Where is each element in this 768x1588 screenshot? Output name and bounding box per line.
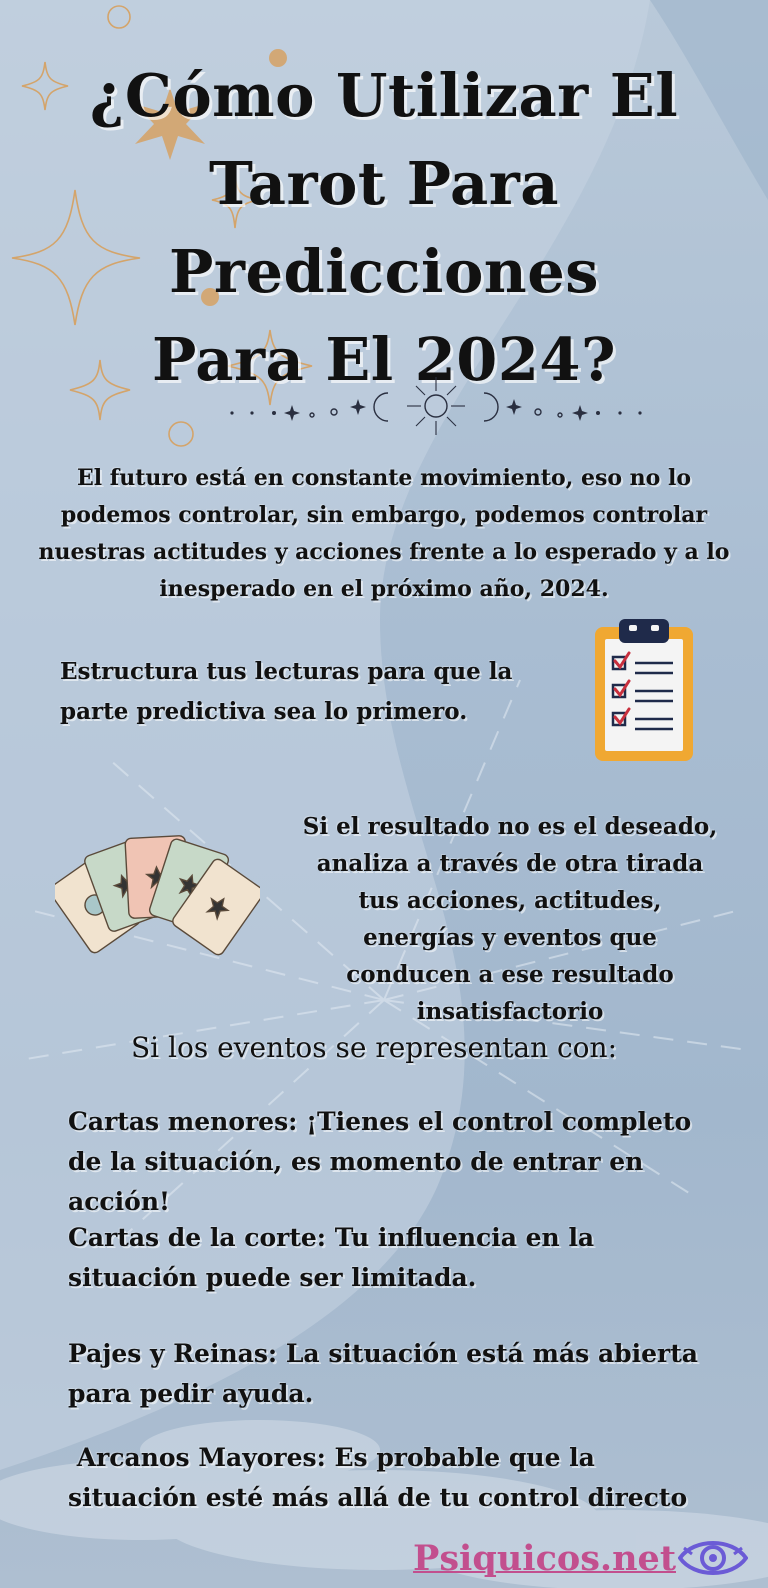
list-item-minor-cards: Cartas menores: ¡Tienes el control completo de la situación, es momento de entrar en acción! xyxy=(68,1107,692,1216)
tip-structure-readings: Estructura tus lecturas para que la parte predictiva sea lo primero. xyxy=(60,658,513,725)
brand-logo[interactable] xyxy=(413,1534,748,1582)
title-line-3: Predicciones xyxy=(169,237,599,306)
brand-name[interactable]: Psiquicos.net xyxy=(413,1537,676,1579)
tip-analyze-result: Si el resultado no es el deseado, analiza a través de otra tirada tus acciones, actitudes, energías y eventos que conducen a ese resultado insatisfactorio xyxy=(302,813,718,1025)
title-line-4: Para El 2024? xyxy=(151,325,617,394)
clipboard-checklist-icon xyxy=(593,617,697,763)
list-item-court-cards: Cartas de la corte: Tu influencia en la situación puede ser limitada. xyxy=(68,1223,595,1292)
title-line-1: ¿Cómo Utilizar El xyxy=(89,61,679,130)
list-item-major-arcana: Arcanos Mayores: Es probable que la situación esté más allá de tu control directo xyxy=(68,1443,688,1512)
page-title xyxy=(0,52,768,404)
list-item-pages-queens: Pajes y Reinas: La situación está más abierta para pedir ayuda. xyxy=(68,1339,698,1408)
title-line-2: Tarot Para xyxy=(208,149,560,218)
intro-paragraph: El futuro está en constante movimiento, eso no lo podemos controlar, sin embargo, podemos controlar nuestras actitudes y acciones frente a lo esperado y a lo inesperado en el próximo año, 2024. xyxy=(38,465,730,602)
events-heading: Si los eventos se representan con: xyxy=(130,1031,618,1064)
eye-logo-icon xyxy=(678,1536,748,1580)
tarot-cards-icon xyxy=(55,835,260,960)
moon-sun-divider-icon xyxy=(222,375,650,437)
